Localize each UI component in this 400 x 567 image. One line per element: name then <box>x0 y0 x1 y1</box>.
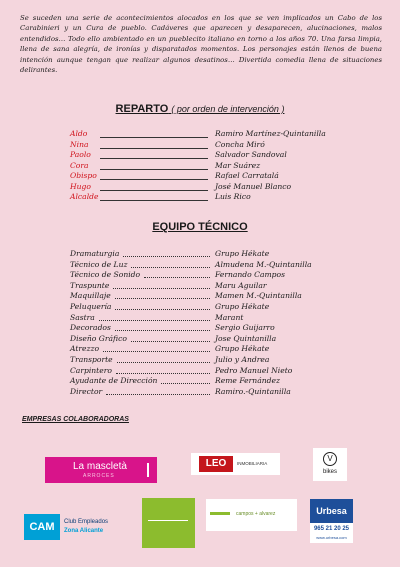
crew-dots <box>131 267 210 268</box>
cast-actor: Salvador Sandoval <box>215 150 287 159</box>
leo-logo <box>191 453 280 475</box>
cast-title: REPARTO <box>115 103 169 115</box>
crew-person: Grupo Hékate <box>215 344 270 354</box>
fork-icon <box>147 463 149 477</box>
leo-sub: INMOBILIARIA <box>237 461 268 466</box>
crew-job: Peluquería <box>70 302 112 311</box>
crew-dots <box>161 383 210 384</box>
crew-title: EQUIPO TÉCNICO <box>152 221 248 233</box>
crew-dots <box>144 277 210 278</box>
campos-logo <box>206 499 297 531</box>
cast-role: Aldo <box>70 129 88 138</box>
crew-heading <box>0 221 400 233</box>
crew-person: Reme Fernández <box>215 376 280 386</box>
crew-dots <box>115 298 210 299</box>
bikes-letter: V <box>323 452 337 466</box>
cast-underline <box>100 148 208 149</box>
cast-underline <box>100 179 208 180</box>
crew-job: Técnico de Luz <box>70 259 128 269</box>
crew-person: Maru Aguilar <box>215 280 267 290</box>
cast-row <box>70 192 390 204</box>
cam-line2: Zona Alicante <box>64 528 104 534</box>
crew-dots <box>113 288 210 289</box>
cast-underline <box>100 200 208 201</box>
cast-role: Obispo <box>70 171 97 180</box>
crew-person: Sergio Guijarro <box>215 323 275 333</box>
urbesa-logo <box>310 499 353 543</box>
mascleta-name: La mascletà <box>73 461 127 472</box>
urbesa-name: Urbesa <box>310 499 353 523</box>
crew-job: Ayudante de Dirección <box>70 376 158 386</box>
synopsis-paragraph: Se suceden una serie de acontecimientos alocados en los que se ven implicados un Cabo de los Carabinieri y un Cura de pueblo. Cadáveres que aparecen y desaparecen, alucinaciones, malos entendidos… Todo ello ambientado en un pueblecito italiano en torno a los años 70. Una farsa limpia, llena de sana alegría, de ironías y disparatados momentos. Los personajes están llenos de buena intención aunque tengan que realizar algunos desatinos… Divertida comedia llena de situaciones delirantes. <box>20 14 382 75</box>
campos-line1: campos + alvarez <box>236 511 276 517</box>
crew-job: Maquillaje <box>70 291 111 301</box>
crew-job: Transporte <box>70 355 113 364</box>
urbesa-web: www.urbesa.com <box>316 535 347 540</box>
mascleta-logo <box>45 457 157 483</box>
crew-job: Técnico de Sonido <box>70 270 141 280</box>
cast-heading <box>0 103 400 115</box>
cast-actor: Concha Miró <box>215 139 265 149</box>
crew-dots <box>115 309 210 310</box>
crew-dots <box>116 373 210 374</box>
green-logo-stripe <box>148 520 188 521</box>
cast-underline <box>100 158 208 159</box>
crew-job: Decorados <box>70 323 111 333</box>
cam-logo <box>24 514 123 540</box>
crew-dots <box>117 362 210 363</box>
crew-dots <box>131 341 210 342</box>
crew-job: Sastra <box>70 312 95 322</box>
sponsors-title: EMPRESAS COLABORADORAS <box>22 416 129 423</box>
mascleta-sub: ARROCES <box>83 473 115 479</box>
cam-abbr: CAM <box>24 514 60 540</box>
leo-name: LEO <box>199 456 233 472</box>
crew-job: Dramaturgia <box>70 249 120 258</box>
cast-actor: Rafael Carratalá <box>215 171 279 180</box>
cast-role: Hugo <box>70 181 91 191</box>
cast-actor: José Manuel Blanco <box>215 181 292 191</box>
crew-person: Grupo Hékate <box>215 249 270 258</box>
cast-actor: Mar Suárez <box>215 160 261 170</box>
crew-job: Carpintero <box>70 365 112 375</box>
crew-person: Marant <box>215 312 244 322</box>
cast-underline <box>100 169 208 170</box>
crew-dots <box>106 394 210 395</box>
crew-person: Julio y Andrea <box>215 355 270 364</box>
crew-person: Jose Quintanilla <box>215 333 277 343</box>
bikes-name: bikes <box>322 469 337 475</box>
urbesa-phone: 965 21 20 25 <box>313 526 350 532</box>
crew-person: Pedro Manuel Nieto <box>215 365 293 375</box>
crew-job: Director <box>70 386 103 396</box>
cast-underline <box>100 137 208 138</box>
crew-dots <box>103 351 210 352</box>
crew-job: Atrezzo <box>70 344 100 354</box>
cam-line1: Club Empleados <box>64 519 109 525</box>
crew-dots <box>99 320 210 321</box>
cast-role: Cora <box>70 160 89 170</box>
crew-job: Traspunte <box>70 280 110 290</box>
crew-dots <box>115 330 210 331</box>
campos-mark <box>210 512 230 515</box>
cast-role: Paolo <box>70 150 91 159</box>
crew-person: Grupo Hékate <box>215 302 270 311</box>
crew-dots <box>123 256 210 257</box>
crew-person: Fernando Campos <box>215 270 286 280</box>
cast-subtitle: ( por orden de intervención ) <box>171 104 285 114</box>
cast-underline <box>100 190 208 191</box>
green-sponsor-logo <box>142 498 195 548</box>
crew-row <box>70 387 390 399</box>
cast-role: Nina <box>70 139 89 149</box>
cast-actor: Luis Rico <box>215 192 251 201</box>
cast-actor: Ramiro Martínez-Quintanilla <box>215 129 326 138</box>
bikes-logo <box>313 448 347 481</box>
crew-person: Ramiro.-Quintanilla <box>215 386 291 396</box>
crew-person: Mamen M.-Quintanilla <box>215 291 302 301</box>
crew-job: Diseño Gráfico <box>70 333 127 343</box>
cast-role: Alcalde <box>70 192 99 201</box>
crew-person: Almudena M.-Quintanilla <box>215 259 312 269</box>
